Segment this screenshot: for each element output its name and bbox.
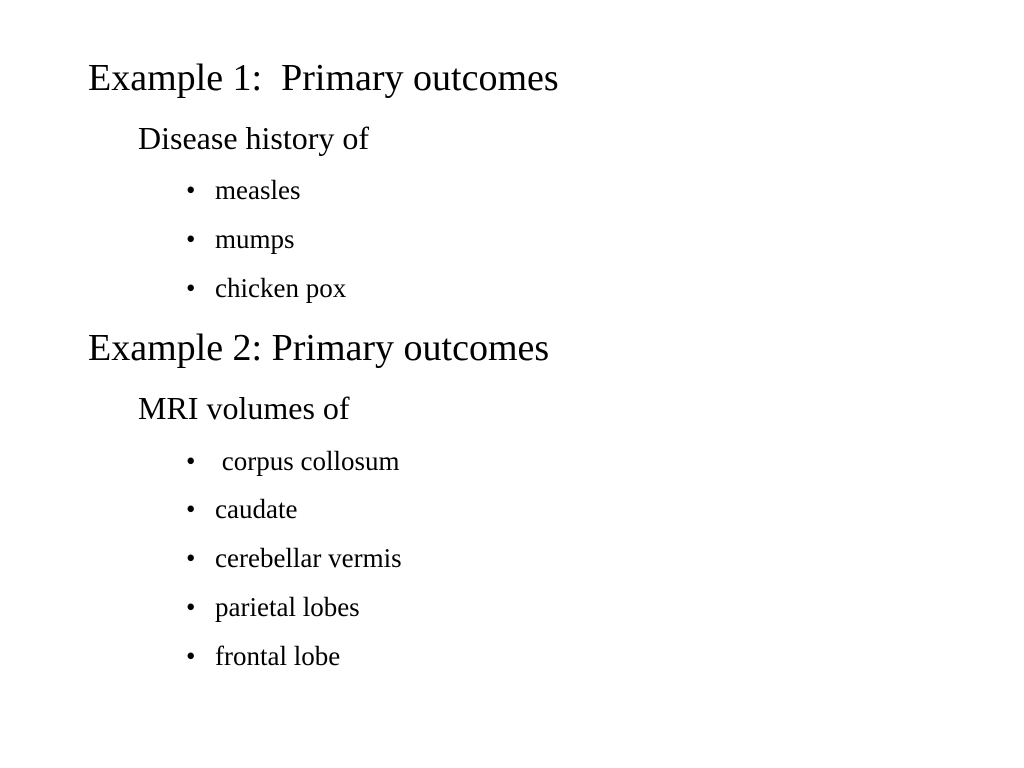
list-item-label: chicken pox xyxy=(215,273,347,303)
list-item-label: caudate xyxy=(215,494,298,524)
list-item-label: mumps xyxy=(215,224,295,254)
bullet-icon: • xyxy=(186,592,196,622)
list-item-label: measles xyxy=(215,175,301,205)
list-item-label: cerebellar vermis xyxy=(215,543,402,573)
bullet-icon: • xyxy=(186,175,196,205)
section-1-subheading: Disease history of xyxy=(138,120,370,156)
bullet-icon: • xyxy=(186,273,196,303)
list-item-label: corpus collosum xyxy=(215,446,400,476)
list-item xyxy=(186,640,341,768)
bullet-icon: • xyxy=(186,641,196,671)
bullet-icon: • xyxy=(186,543,196,573)
bullet-icon: • xyxy=(186,446,196,476)
section-2-heading: Example 2: Primary outcomes xyxy=(88,327,550,369)
bullet-icon: • xyxy=(186,224,196,254)
section-2-subheading: MRI volumes of xyxy=(138,390,350,426)
section-1-heading: Example 1: Primary outcomes xyxy=(88,57,559,99)
bullet-icon: • xyxy=(186,494,196,524)
list-item-label: frontal lobe xyxy=(215,641,341,671)
list-item-label: parietal lobes xyxy=(215,592,360,622)
